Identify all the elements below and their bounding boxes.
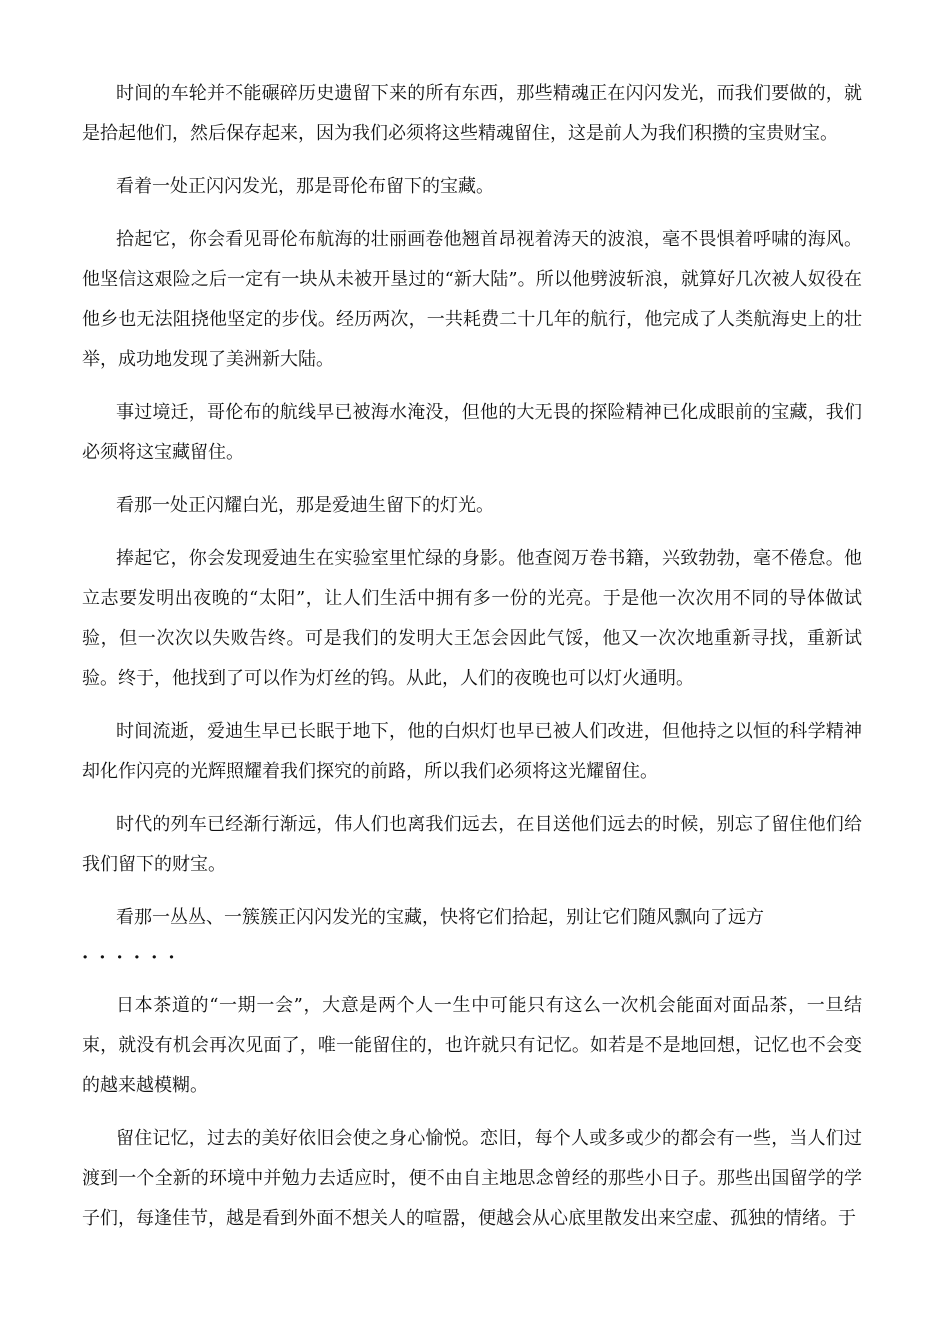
paragraph-2: 看着一处正闪闪发光，那是哥伦布留下的宝藏。: [116, 176, 494, 197]
paragraph-3: 拾起它，你会看见哥伦布航海的壮丽画卷他翘首昂视着涛天的波浪，毫不畏惧着呼啸的海风。他坚信这艰险之后一定有一块从未被开垦过的“新大陆”。所以他劈波斩浪，就算好几次被人奴役在他乡也无法阻挠他坚定的步伐。经历两次，一共耗费二十几年的航行，他完成了人类航海史上的壮举，成功地发现了美洲新大陆。: [82, 229, 862, 370]
paragraph-5: 看那一处正闪耀白光，那是爱迪生留下的灯光。: [116, 495, 494, 516]
paragraph-1: 时间的车轮并不能碾碎历史遗留下来的所有东西，那些精魂正在闪闪发光，而我们要做的，就是拾起他们，然后保存起来，因为我们必须将这些精魂留住，这是前人为我们积攒的宝贵财宝。: [82, 83, 862, 144]
paragraph-6: 捧起它，你会发现爱迪生在实验室里忙绿的身影。他查阅万卷书籍，兴致勃勃，毫不倦怠。他立志要发明出夜晚的“太阳”，让人们生活中拥有多一份的光亮。于是他一次次用不同的导体做试验，但一次次以失败告终。可是我们的发明大王怎会因此气馁，他又一次次地重新寻找，重新试验。终于，他找到了可以作为灯丝的钨。从此，人们的夜晚也可以灯火通明。: [82, 548, 862, 689]
paragraph-7: 时间流逝，爱迪生早已长眠于地下，他的白炽灯也早已被人们改进，但他持之以恒的科学精神却化作闪亮的光辉照耀着我们探究的前路，所以我们必须将这光耀留住。: [82, 721, 862, 782]
paragraph-8: 时代的列车已经渐行渐远，伟人们也离我们远去，在目送他们远去的时候，别忘了留住他们给我们留下的财宝。: [82, 814, 862, 875]
paragraph-10: 日本茶道的“一期一会”，大意是两个人一生中可能只有这么一次机会能面对面品茶，一旦结束，就没有机会再次见面了，唯一能留住的，也许就只有记忆。如若是不是地回想，记忆也不会变的越来越模糊。: [82, 995, 862, 1096]
paragraph-11: 留住记忆，过去的美好依旧会使之身心愉悦。恋旧，每个人或多或少的都会有一些，当人们过渡到一个全新的环境中并勉力去适应时，便不由自主地思念曾经的那些小日子。那些出国留学的学子们，每逢佳节，越是看到外面不想关人的喧嚣，便越会从心底里散发出来空虚、孤独的情绪。于: [82, 1128, 862, 1229]
document-page: [82, 74, 862, 1252]
paragraph-4: 事过境迁，哥伦布的航线早已被海水淹没，但他的大无畏的探险精神已化成眼前的宝藏，我们必须将这宝藏留住。: [82, 402, 862, 463]
paragraph-9: 看那一丛丛、一簇簇正闪闪发光的宝藏，快将它们拾起，别让它们随风飘向了远方: [116, 907, 764, 928]
ellipsis-dots: ······: [82, 947, 186, 968]
